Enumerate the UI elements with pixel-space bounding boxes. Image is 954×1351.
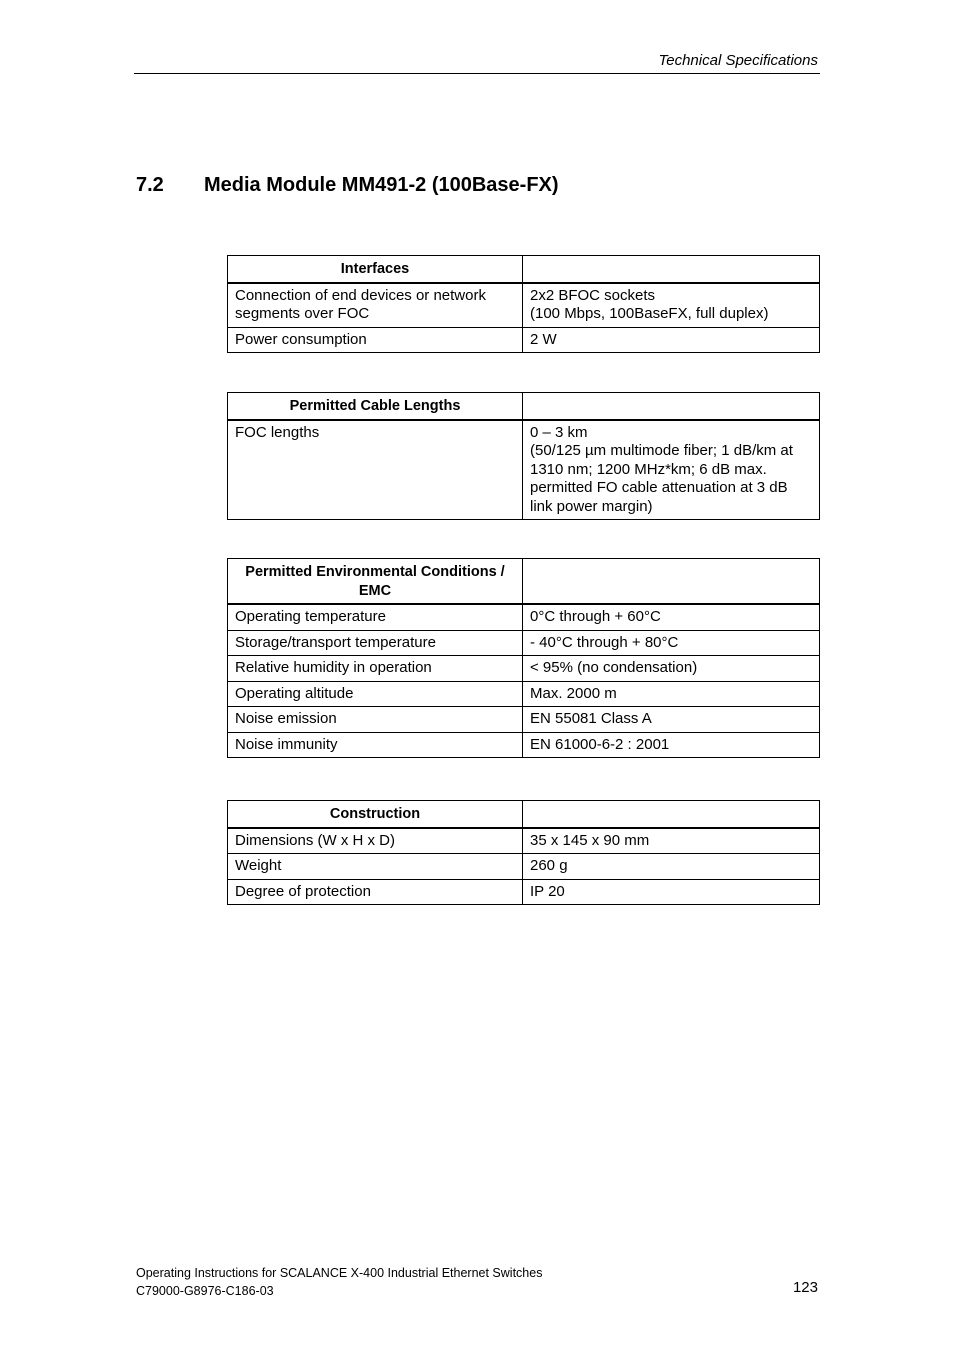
row-label: Noise emission xyxy=(228,707,523,733)
page-footer xyxy=(136,1264,542,1300)
environmental-conditions-table xyxy=(227,558,820,758)
row-value xyxy=(523,283,820,328)
table-header-empty xyxy=(523,801,820,828)
table-row xyxy=(228,656,820,682)
page-number: 123 xyxy=(792,1279,818,1296)
table-row xyxy=(228,879,820,905)
table-header: Permitted Environmental Conditions / EMC xyxy=(228,559,523,605)
footer-document-title: Operating Instructions for SCALANCE X-400 Industrial Ethernet Switches xyxy=(136,1266,543,1280)
row-label: Connection of end devices or network segments over FOC xyxy=(228,283,523,328)
row-value: 2 W xyxy=(523,327,820,353)
interfaces-table xyxy=(227,255,820,353)
row-label: Degree of protection xyxy=(228,879,523,905)
row-value: IP 20 xyxy=(523,879,820,905)
cable-lengths-table xyxy=(227,392,820,520)
row-value: 35 x 145 x 90 mm xyxy=(523,828,820,854)
row-value-line: (50/125 µm multimode fiber; 1 dB/km at 1310 nm; 1200 MHz*km; 6 dB max. permitted FO cable attenuation at 3 dB link power margin) xyxy=(530,442,793,515)
footer-document-number: C79000-G8976-C186-03 xyxy=(136,1284,274,1298)
table-row xyxy=(228,854,820,880)
row-value-line: 0 – 3 km xyxy=(530,423,588,441)
row-value xyxy=(523,420,820,520)
table-row xyxy=(228,828,820,854)
row-value-line: 2x2 BFOC sockets xyxy=(530,286,656,304)
table-header-row xyxy=(228,393,820,420)
row-label: Power consumption xyxy=(228,327,523,353)
table-header: Interfaces xyxy=(228,256,523,283)
table-header: Permitted Cable Lengths xyxy=(228,393,523,420)
row-value: Max. 2000 m xyxy=(523,681,820,707)
row-label: Noise immunity xyxy=(228,732,523,758)
section-title: Media Module MM491-2 (100Base-FX) xyxy=(204,174,559,196)
row-label: Dimensions (W x H x D) xyxy=(228,828,523,854)
row-value-line: (100 Mbps, 100BaseFX, full duplex) xyxy=(530,305,769,322)
construction-table xyxy=(227,800,820,905)
table-header: Construction xyxy=(228,801,523,828)
table-header-empty xyxy=(523,256,820,283)
table-row xyxy=(228,283,820,328)
table-row xyxy=(228,630,820,656)
table-row xyxy=(228,707,820,733)
row-value: EN 61000-6-2 : 2001 xyxy=(523,732,820,758)
row-value: 260 g xyxy=(523,854,820,880)
table-header-empty xyxy=(523,559,820,605)
row-value: < 95% (no condensation) xyxy=(523,656,820,682)
header-divider xyxy=(134,73,820,74)
row-label: Operating altitude xyxy=(228,681,523,707)
table-header-row xyxy=(228,801,820,828)
running-header-title: Technical Specifications xyxy=(658,52,818,69)
table-row xyxy=(228,681,820,707)
table-header-row xyxy=(228,559,820,605)
row-value: - 40°C through + 80°C xyxy=(523,630,820,656)
table-row xyxy=(228,327,820,353)
table-row xyxy=(228,604,820,630)
row-label: Storage/transport temperature xyxy=(228,630,523,656)
table-header-row xyxy=(228,256,820,283)
row-value: 0°C through + 60°C xyxy=(523,604,820,630)
row-label: FOC lengths xyxy=(228,420,523,520)
row-value: EN 55081 Class A xyxy=(523,707,820,733)
table-header-empty xyxy=(523,393,820,420)
section-number: 7.2 xyxy=(136,174,164,196)
table-row xyxy=(228,732,820,758)
section-heading xyxy=(136,174,559,197)
table-row xyxy=(228,420,820,520)
row-label: Weight xyxy=(228,854,523,880)
row-label: Operating temperature xyxy=(228,604,523,630)
row-label: Relative humidity in operation xyxy=(228,656,523,682)
